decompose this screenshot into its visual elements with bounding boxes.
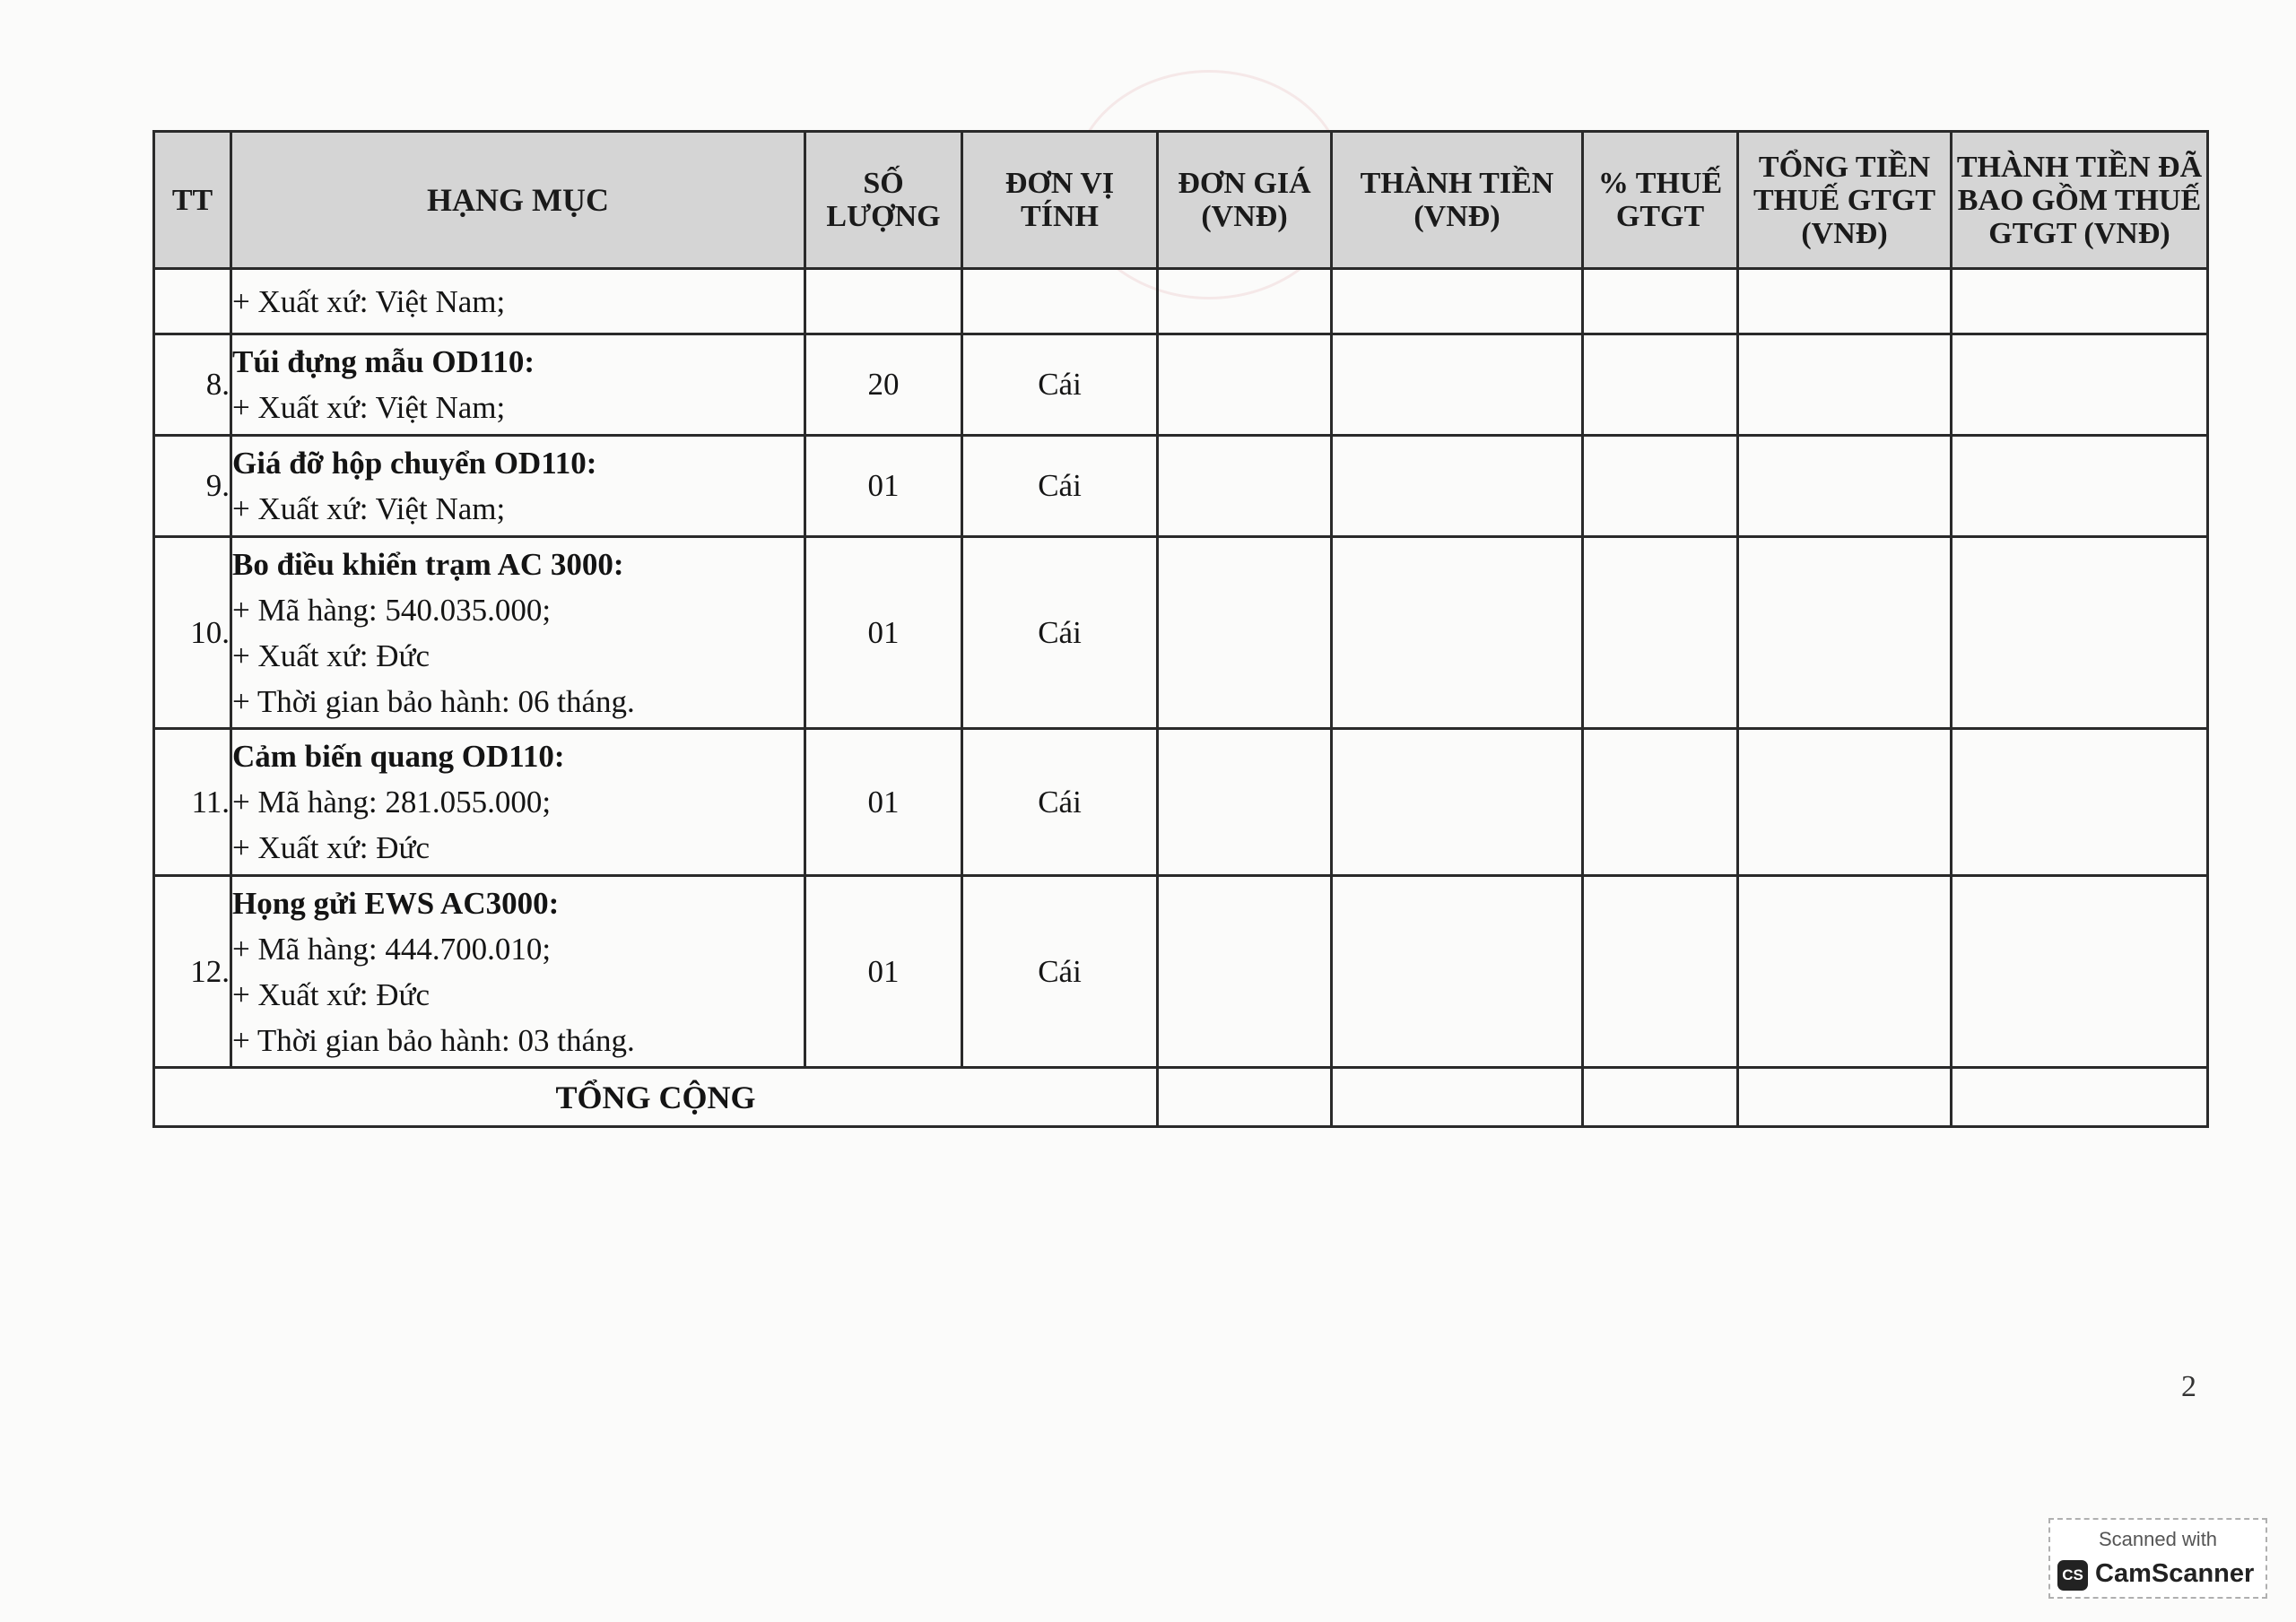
cell-tong-thue xyxy=(1738,269,1952,334)
cell-so-luong: 01 xyxy=(805,537,962,729)
total-row xyxy=(154,1068,2208,1127)
price-quote-table xyxy=(152,130,2209,1128)
cell-tong-thue xyxy=(1738,436,1952,537)
header-tt: TT xyxy=(154,132,231,269)
cell-thue xyxy=(1583,269,1738,334)
cell-thue xyxy=(1583,436,1738,537)
table-row xyxy=(154,876,2208,1068)
scanned-with-label: Scanned with xyxy=(2098,1528,2218,1550)
item-name: Bo điều khiển trạm AC 3000: xyxy=(232,546,624,582)
table-header-row xyxy=(154,132,2208,269)
cell-don-vi: Cái xyxy=(962,729,1158,876)
cell-tong-thue xyxy=(1738,1068,1952,1127)
item-detail-line: + Thời gian bảo hành: 03 tháng. xyxy=(232,1022,635,1058)
cell-tt: 10. xyxy=(154,537,231,729)
cell-tong-thue xyxy=(1738,537,1952,729)
item-detail-line: + Mã hàng: 444.700.010; xyxy=(232,931,552,967)
cell-thanh-tien xyxy=(1332,729,1583,876)
cell-tong-thue xyxy=(1738,876,1952,1068)
cell-thue xyxy=(1583,1068,1738,1127)
cell-don-gia xyxy=(1158,269,1332,334)
cell-don-vi: Cái xyxy=(962,876,1158,1068)
item-detail-line: + Mã hàng: 281.055.000; xyxy=(232,785,552,820)
cell-don-vi xyxy=(962,269,1158,334)
item-name: Túi đựng mẫu OD110: xyxy=(232,344,535,379)
page-number-mark: 2 xyxy=(2181,1370,2196,1403)
cell-so-luong: 01 xyxy=(805,876,962,1068)
camscanner-watermark xyxy=(2048,1518,2267,1599)
cell-thue xyxy=(1583,876,1738,1068)
item-name: Giá đỡ hộp chuyển OD110: xyxy=(232,446,597,481)
cell-don-gia xyxy=(1158,436,1332,537)
item-detail-line: + Thời gian bảo hành: 06 tháng. xyxy=(232,683,635,719)
cell-thue xyxy=(1583,334,1738,436)
cell-don-gia xyxy=(1158,334,1332,436)
cell-hang-muc xyxy=(231,537,805,729)
cell-thue xyxy=(1583,537,1738,729)
cell-gom-thue xyxy=(1952,269,2208,334)
cell-gom-thue xyxy=(1952,334,2208,436)
cell-don-gia xyxy=(1158,1068,1332,1127)
cell-hang-muc xyxy=(231,334,805,436)
header-thanh-tien-gom-thue: THÀNH TIỀN ĐÃ BAO GỒM THUẾ GTGT (VNĐ) xyxy=(1952,132,2208,269)
header-phan-tram-thue: % THUẾ GTGT xyxy=(1583,132,1738,269)
cell-gom-thue xyxy=(1952,537,2208,729)
cell-thanh-tien xyxy=(1332,876,1583,1068)
cell-gom-thue xyxy=(1952,876,2208,1068)
cell-tt: 12. xyxy=(154,876,231,1068)
cell-thue xyxy=(1583,729,1738,876)
cell-tt: 8. xyxy=(154,334,231,436)
item-detail-line: + Xuất xứ: Đức xyxy=(232,638,430,673)
table-row xyxy=(154,537,2208,729)
header-thanh-tien: THÀNH TIỀN (VNĐ) xyxy=(1332,132,1583,269)
cell-so-luong xyxy=(805,269,962,334)
header-tong-tien-thue: TỔNG TIỀN THUẾ GTGT (VNĐ) xyxy=(1738,132,1952,269)
cell-gom-thue xyxy=(1952,436,2208,537)
cell-so-luong: 20 xyxy=(805,334,962,436)
cell-don-vi: Cái xyxy=(962,436,1158,537)
cell-tt: 11. xyxy=(154,729,231,876)
cell-don-gia xyxy=(1158,876,1332,1068)
cell-thanh-tien xyxy=(1332,334,1583,436)
item-detail-line: + Xuất xứ: Đức xyxy=(232,830,430,865)
cell-hang-muc xyxy=(231,876,805,1068)
cell-so-luong: 01 xyxy=(805,729,962,876)
item-detail-line: + Xuất xứ: Đức xyxy=(232,976,430,1012)
cell-don-vi: Cái xyxy=(962,537,1158,729)
cell-tt: 9. xyxy=(154,436,231,537)
cell-so-luong: 01 xyxy=(805,436,962,537)
cell-gom-thue xyxy=(1952,1068,2208,1127)
header-so-luong: SỐ LƯỢNG xyxy=(805,132,962,269)
header-don-vi-tinh: ĐƠN VỊ TÍNH xyxy=(962,132,1158,269)
cell-hang-muc xyxy=(231,269,805,334)
item-detail-line: + Xuất xứ: Việt Nam; xyxy=(232,491,506,526)
item-detail-line: + Mã hàng: 540.035.000; xyxy=(232,592,552,628)
item-name: Cảm biến quang OD110: xyxy=(232,739,565,774)
cell-don-vi: Cái xyxy=(962,334,1158,436)
item-detail-line: + Xuất xứ: Việt Nam; xyxy=(232,390,506,425)
camscanner-brand: CamScanner xyxy=(2095,1559,2255,1588)
header-hang-muc: HẠNG MỤC xyxy=(231,132,805,269)
cell-thanh-tien xyxy=(1332,537,1583,729)
cell-thanh-tien xyxy=(1332,269,1583,334)
item-name: Họng gửi EWS AC3000: xyxy=(232,885,560,921)
item-detail-line: + Xuất xứ: Việt Nam; xyxy=(232,283,506,319)
camscanner-logo-icon: CS xyxy=(2057,1560,2088,1591)
table-row xyxy=(154,436,2208,537)
cell-don-gia xyxy=(1158,537,1332,729)
header-don-gia: ĐƠN GIÁ (VNĐ) xyxy=(1158,132,1332,269)
total-label: TỔNG CỘNG xyxy=(154,1068,1158,1127)
table-row xyxy=(154,729,2208,876)
cell-tt xyxy=(154,269,231,334)
cell-thanh-tien xyxy=(1332,1068,1583,1127)
cell-thanh-tien xyxy=(1332,436,1583,537)
table-row-continuation xyxy=(154,269,2208,334)
cell-tong-thue xyxy=(1738,334,1952,436)
cell-hang-muc xyxy=(231,729,805,876)
cell-gom-thue xyxy=(1952,729,2208,876)
table-row xyxy=(154,334,2208,436)
cell-tong-thue xyxy=(1738,729,1952,876)
cell-hang-muc xyxy=(231,436,805,537)
cell-don-gia xyxy=(1158,729,1332,876)
